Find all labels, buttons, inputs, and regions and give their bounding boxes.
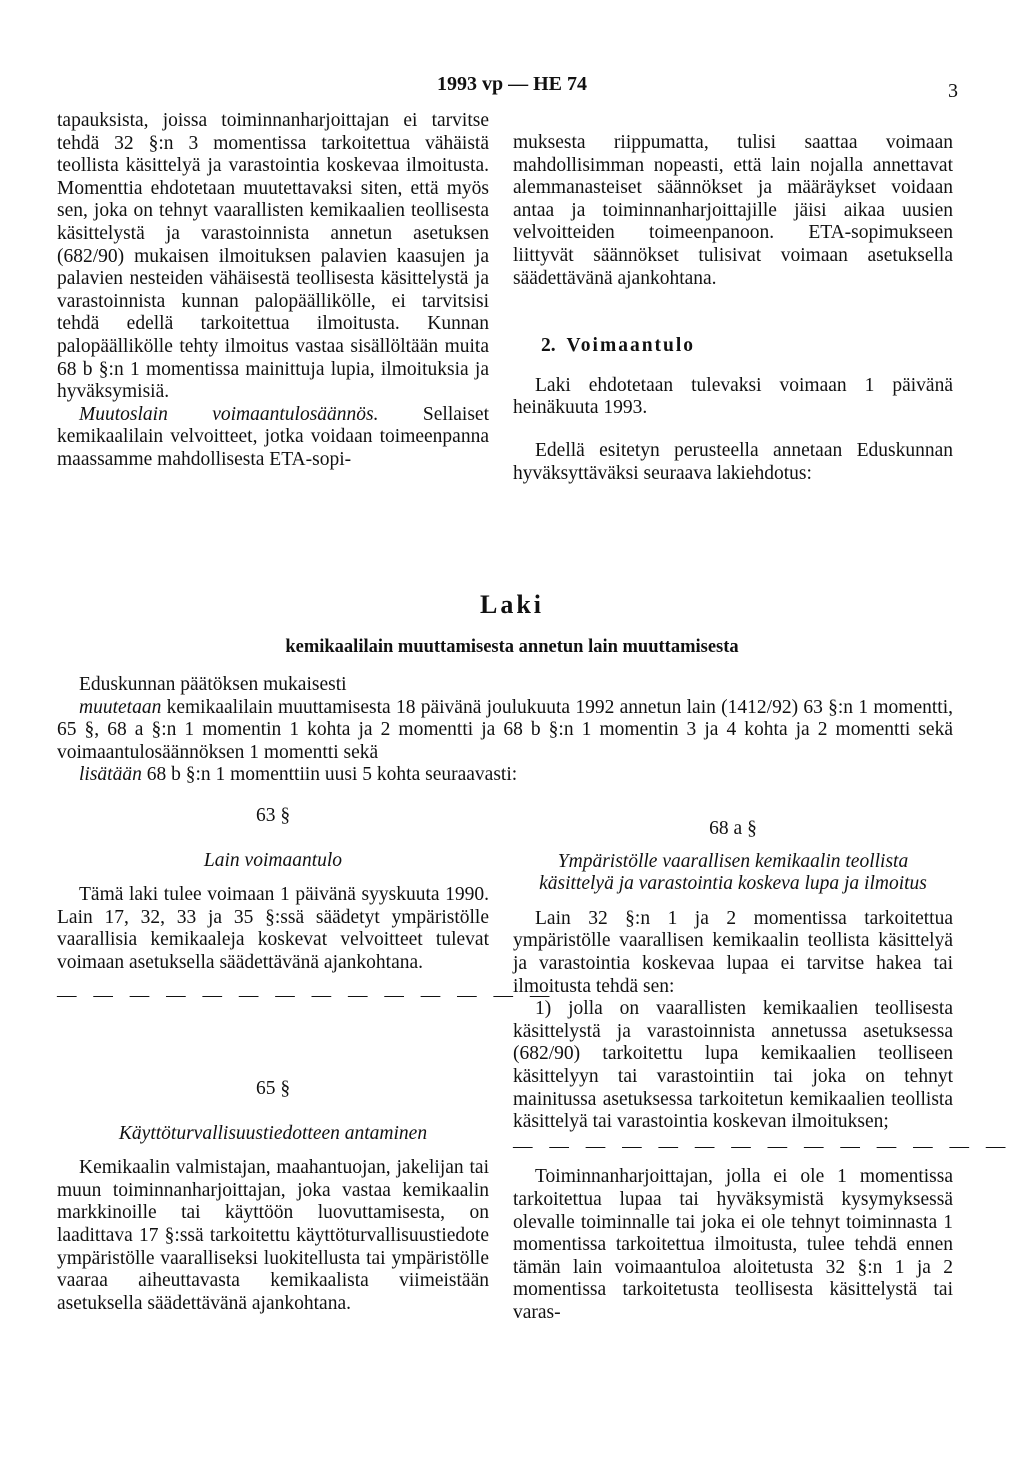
upper-right-column xyxy=(513,132,953,485)
upper-left-column xyxy=(57,110,489,472)
paragraph: Edellä esitetyn perusteella annetaan Eduskunnan hyväksyttäväksi seuraava lakiehdotus: xyxy=(513,439,953,484)
section-number: 65 § xyxy=(255,1078,291,1099)
paragraph: Toiminnanharjoittajan, jolla ei ole 1 momentissa tarkoitettua lupaa tai hyväksymistä kysymyksessä olevalle toiminnalle tai joka ei ole tehnyt toiminnasta 1 momentissa tarkoitettua ilmoitusta, tulee tehdä ennen tämän lain voimaantuloa aloitetusta 32 §:n 1 ja 2 momentissa tarkoitetusta teollisesta käsittelystä tai varas- xyxy=(513,1166,953,1323)
paragraph: 1) jolla on vaarallisten kemikaalien teollisesta käsittelystä ja varastoinnista annetussa asetuksessa (682/90) tarkoitettu lupa kemikaalien teolliseen käsittelyyn tai varastointiin tai joka on tehnyt mainitussa asetuksessa tarkoitetun kemikaalien teollista käsittelyä tai varastointia koskevan ilmoituksen; xyxy=(513,998,953,1133)
italic-lead: Muutoslain voimaantulosäännös. xyxy=(79,403,379,425)
intro-paragraph: lisätään 68 b §:n 1 momenttiin uusi 5 kohta seuraavasti: xyxy=(79,764,518,786)
section-title: Ympäristölle vaarallisen kemikaalin teollista käsittelyä ja varastointia koskeva lupa ja ilmoitus xyxy=(539,850,927,895)
section-65 xyxy=(57,1078,489,1315)
running-header: 1993 vp — HE 74 xyxy=(436,73,588,95)
law-title: Laki xyxy=(479,590,545,619)
paragraph: tapauksista, joissa toiminnanharjoittajan ei tarvitse tehdä 32 §:n 3 momentissa tarkoitettua vähäistä teollista käsittelyä ja varastointia koskevaa ilmoitusta. Momenttia ehdotetaan muutettavaksi siten, että myös sen, joka on tehnyt vaarallisten kemikaalien teollisesta käsittelystä ja varastoinnista annetun asetuksen (682/90) mukaisen ilmoituksen palavien kaasujen ja palavien nesteiden vähäisestä teollisesta käsittelystä ja varastoinnista kunnan palopäällikölle, ei tarvitsisi tehdä edellä tarkoitettua ilmoitusta. Kunnan palopäällikölle tehty ilmoitus vastaa sisällöltään muita 68 b §:n 1 momentissa mainittuja lupia, ilmoituksia ja hyväksymisiä. xyxy=(57,110,489,403)
paragraph: Laki ehdotetaan tulevaksi voimaan 1 päivänä heinäkuuta 1993. xyxy=(513,374,953,419)
intro-line: Eduskunnan päätöksen mukaisesti xyxy=(79,674,347,695)
paragraph: Muutoslain voimaantulosäännös. Sellaiset kemikaalilain velvoitteet, jotka voidaan toimeenpanna maassamme mahdollisesta ETA-sopi- xyxy=(57,403,489,470)
paragraph: Kemikaalin valmistajan, maahantuojan, jakelijan tai muun toiminnanharjoittajan, joka vastaa kemikaalin markkinoille tai käyttöön luovuttamisesta, on laadittava 17 §:ssä tarkoitettu käyttöturvallisuustiedote ympäristölle vaaralliseksi luokitellusta tai ympäristölle vaaraa aiheuttavasta kemikaalista viimeistään asetuksella säädettävänä ajankohtana. xyxy=(57,1157,489,1314)
section-title: Käyttöturvallisuustiedotteen antaminen xyxy=(118,1122,428,1144)
section-heading: 2. Voimaantulo xyxy=(541,335,696,357)
section-number: 68 a § xyxy=(709,818,757,839)
page-number: 3 xyxy=(948,80,958,102)
section-number: 63 § xyxy=(255,805,291,826)
omission-dashes: — — — — — — — — — — — — — — xyxy=(513,1135,1012,1157)
section-68a xyxy=(513,818,1012,1324)
law-subtitle: kemikaalilain muuttamisesta annetun lain muuttamisesta xyxy=(285,637,739,657)
omission-dashes: — — — — — — — — — — — — — — xyxy=(57,984,556,1006)
paragraph: muksesta riippumatta, tulisi saattaa voimaan mahdollisimman nopeasti, että lain nojalla annettavat alemmanasteiset säännökset ja määräykset voidaan antaa ja toiminnanharjoittajille jäisi aikaa uusien velvoitteiden toimeenpanoon. ETA-sopimukseen liittyvät säännökset tulisivat voimaan asetuksella säädettävänä ajankohtana. xyxy=(513,132,953,289)
section-title: Lain voimaantulo xyxy=(203,849,343,871)
law-intro xyxy=(57,674,953,787)
intro-paragraph: muutetaan kemikaalilain muuttamisesta 18 päivänä joulukuuta 1992 annetun lain (1412/92) 63 §:n 1 momentti, 65 §, 68 a §:n 1 momentin 1 kohta ja 2 momentti ja 68 b §:n 1 momentin 3 ja 4 kohta ja 2 momentti sekä voimaantulosäännöksen 1 momentti sekä xyxy=(57,696,953,763)
paragraph: Tämä laki tulee voimaan 1 päivänä syyskuuta 1990. Lain 17, 32, 33 ja 35 §:ssä säädetyt ympäristölle vaarallisia kemikaaleja koskevat velvoitteet tulevat voimaan asetuksella säädettävänä ajankohtana. xyxy=(57,884,489,973)
section-63 xyxy=(57,805,556,1007)
paragraph: Lain 32 §:n 1 ja 2 momentissa tarkoitettua ympäristölle vaarallisen kemikaalin teollista käsittelyä ja varastointia koskevaa lupaa ei tarvitse hakea tai ilmoitusta tehdä sen: xyxy=(513,907,953,997)
